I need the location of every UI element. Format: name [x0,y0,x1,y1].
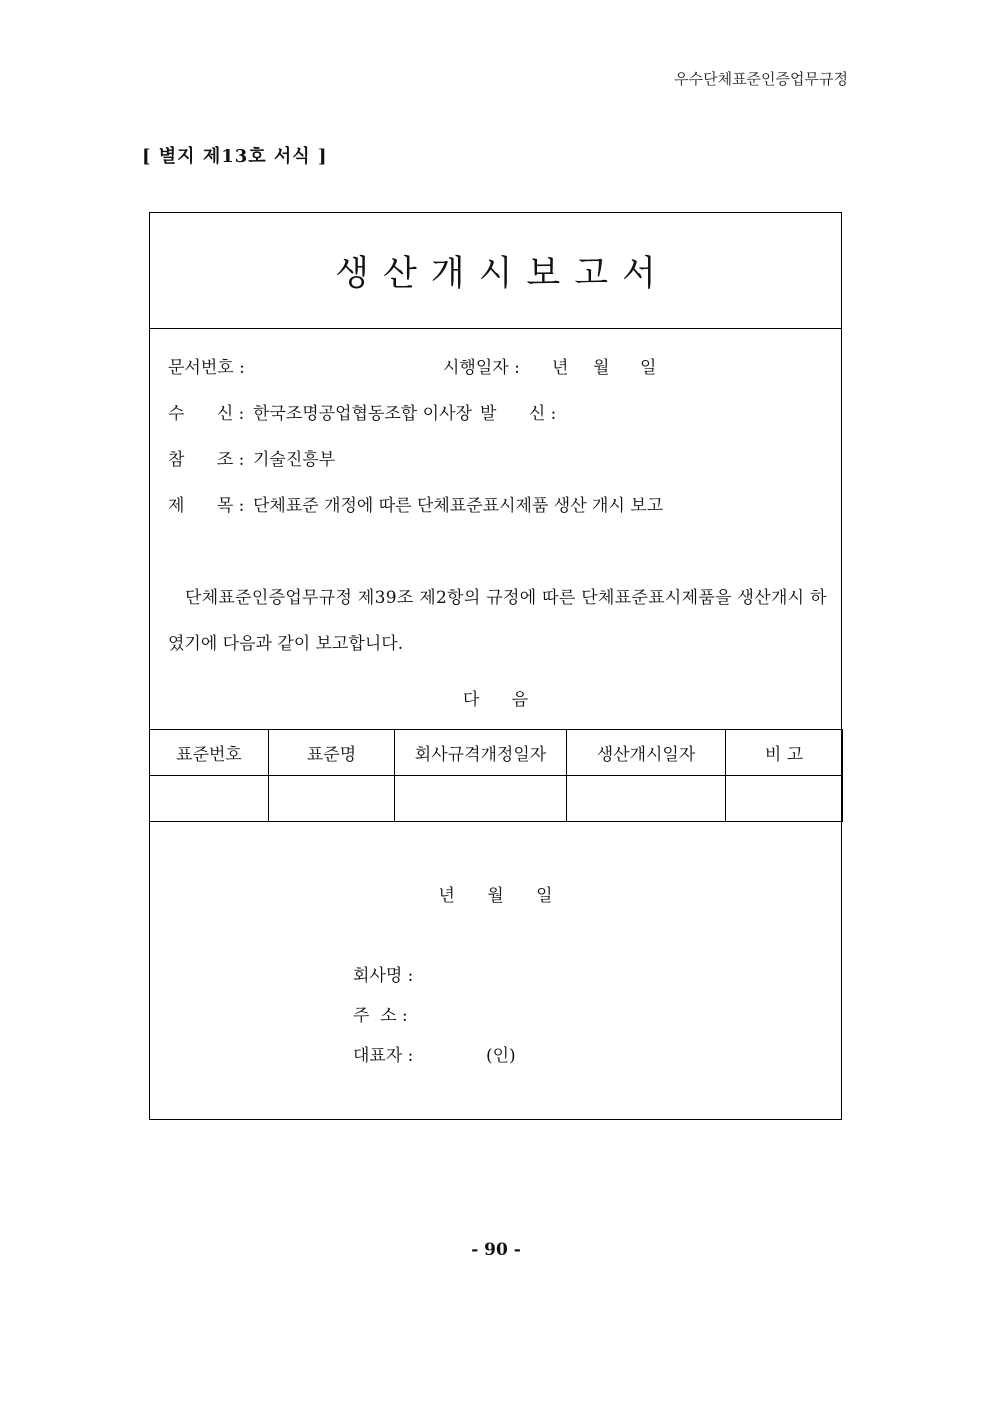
cell-remarks[interactable] [726,776,843,822]
company-label: 회사명 : [353,966,414,986]
date-year: 년 [552,358,569,378]
cell-revision-date[interactable] [395,776,567,822]
table-row [150,776,843,822]
title-row [150,213,841,329]
footer-date-line: 년 월 일 [438,886,553,906]
subject-label: 제 목 : [168,496,245,516]
recipient-value: 한국조명공업협동조합 이사장 [253,404,472,424]
effective-date-label: 시행일자 : [443,358,520,378]
cell-standard-name[interactable] [269,776,395,822]
reference-label: 참 조 : [168,450,245,470]
table-header-row [150,730,843,776]
subject-value: 단체표준 개정에 따른 단체표준표시제품 생산 개시 보고 [253,496,664,516]
body-line-1: 단체표준인증업무규정 제39조 제2항의 규정에 따른 단체표준표시제품을 생산개시 하 [185,588,827,608]
doc-number-label: 문서번호 : [168,358,245,378]
header-production-start-date: 생산개시일자 [567,730,726,776]
notice-title: 다 음 [462,690,529,710]
page-number: - 90 - [471,1240,521,1260]
sender-label: 발 신 : [480,404,557,424]
cell-standard-number[interactable] [150,776,269,822]
standard-table [149,729,843,822]
report-form [149,212,842,1120]
date-month: 월 [593,358,610,378]
running-header: 우수단체표준인증업무규정 [674,70,848,88]
ceo-label: 대표자 : [353,1046,414,1066]
header-standard-name: 표준명 [269,730,395,776]
header-remarks: 비 고 [726,730,843,776]
body-line-2: 였기에 다음과 같이 보고합니다. [168,634,404,654]
seal-mark: (인) [486,1046,516,1066]
header-revision-date: 회사규격개정일자 [395,730,567,776]
date-day: 일 [640,358,657,378]
address-label: 주 소 : [353,1006,408,1026]
form-label: [ 별지 제13호 서식 ] [142,146,328,167]
form-title: 생산개시보고서 [335,253,670,294]
reference-value: 기술진흥부 [253,450,336,470]
header-standard-number: 표준번호 [150,730,269,776]
cell-production-start-date[interactable] [567,776,726,822]
recipient-label: 수 신 : [168,404,245,424]
